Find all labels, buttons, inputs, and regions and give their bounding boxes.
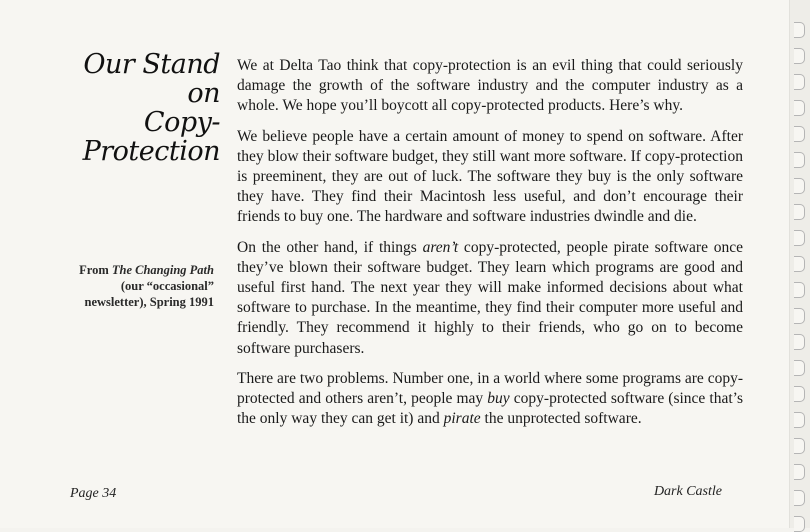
binding-ring xyxy=(794,256,805,272)
binding-ring xyxy=(794,126,805,142)
binding-ring xyxy=(794,412,805,428)
binding-ring xyxy=(794,230,805,246)
paragraph-4-text-b: copy-protected software (since that’s the only way they can get it) and xyxy=(237,390,743,428)
paragraph-4-text-c: the unprotected software. xyxy=(480,410,642,428)
page-number: Page 34 xyxy=(70,486,117,501)
paragraph-3 xyxy=(237,238,743,359)
binding-ring xyxy=(794,74,805,90)
section-heading xyxy=(60,50,220,166)
binding-ring xyxy=(794,22,805,38)
binding-ring xyxy=(794,282,805,298)
source-caption xyxy=(58,262,214,310)
caption-rest: (our “occasional” newsletter), Spring 1991 xyxy=(84,279,214,309)
paragraph-3-text-b: copy-protected, people pirate software once they’ve blown their software budget. They learn which programs are good and useful first hand. The next year they will make informed decisions about what software to purchase. In the meantime, they find their computer more useful and friendly. They recommend it highly to their friends, who go on to become software purchasers. xyxy=(237,238,743,357)
binding-ring xyxy=(794,490,805,506)
heading-line-3: Protection xyxy=(82,136,220,167)
spiral-binding xyxy=(789,0,810,528)
binding-ring xyxy=(794,178,805,194)
paragraph-3-text-a: On the other hand, if things xyxy=(237,238,423,256)
paragraph-4 xyxy=(237,369,743,430)
binding-ring xyxy=(794,464,805,480)
paragraph-4-emphasis-2: pirate xyxy=(443,410,481,428)
binding-ring xyxy=(794,48,805,64)
binding-ring xyxy=(794,438,805,454)
binding-ring xyxy=(794,152,805,168)
binding-ring xyxy=(794,386,805,402)
binding-ring xyxy=(794,360,805,376)
paragraph-1: We at Delta Tao think that copy-protection is an evil thing that could seriously damage the growth of the software industry and the computer industry as a whole. We hope you’ll boycott all copy-protected products. Here’s why. xyxy=(237,57,743,115)
paragraph-4-text-a: There are two problems. Number one, in a world where some programs are copy-protected and others aren’t, people may xyxy=(237,369,743,408)
heading-line-1: Our Stand on xyxy=(83,49,220,109)
footer-title: Dark Castle xyxy=(653,484,722,499)
binding-ring xyxy=(794,308,805,324)
binding-ring xyxy=(794,334,805,350)
heading-line-2: Copy- xyxy=(143,107,220,138)
paragraph-3-emphasis: aren’t xyxy=(422,238,459,256)
paragraph-2: We believe people have a certain amount of money to spend on software. After they blow their software budget, they still want more software. If copy-protection is preeminent, they are out of luck. The software they buy is the only software they have. They find their Macintosh less useful, and don’t encourage their friends to buy one. The hardware and software industries dwindle and die. xyxy=(237,127,743,226)
binding-ring xyxy=(794,204,805,220)
body-text xyxy=(237,56,743,439)
caption-from: From xyxy=(79,263,112,277)
paragraph-4-emphasis-1: buy xyxy=(487,390,510,408)
caption-source-title: The Changing Path xyxy=(111,263,214,277)
binding-ring xyxy=(794,516,805,532)
binding-ring xyxy=(794,100,805,116)
